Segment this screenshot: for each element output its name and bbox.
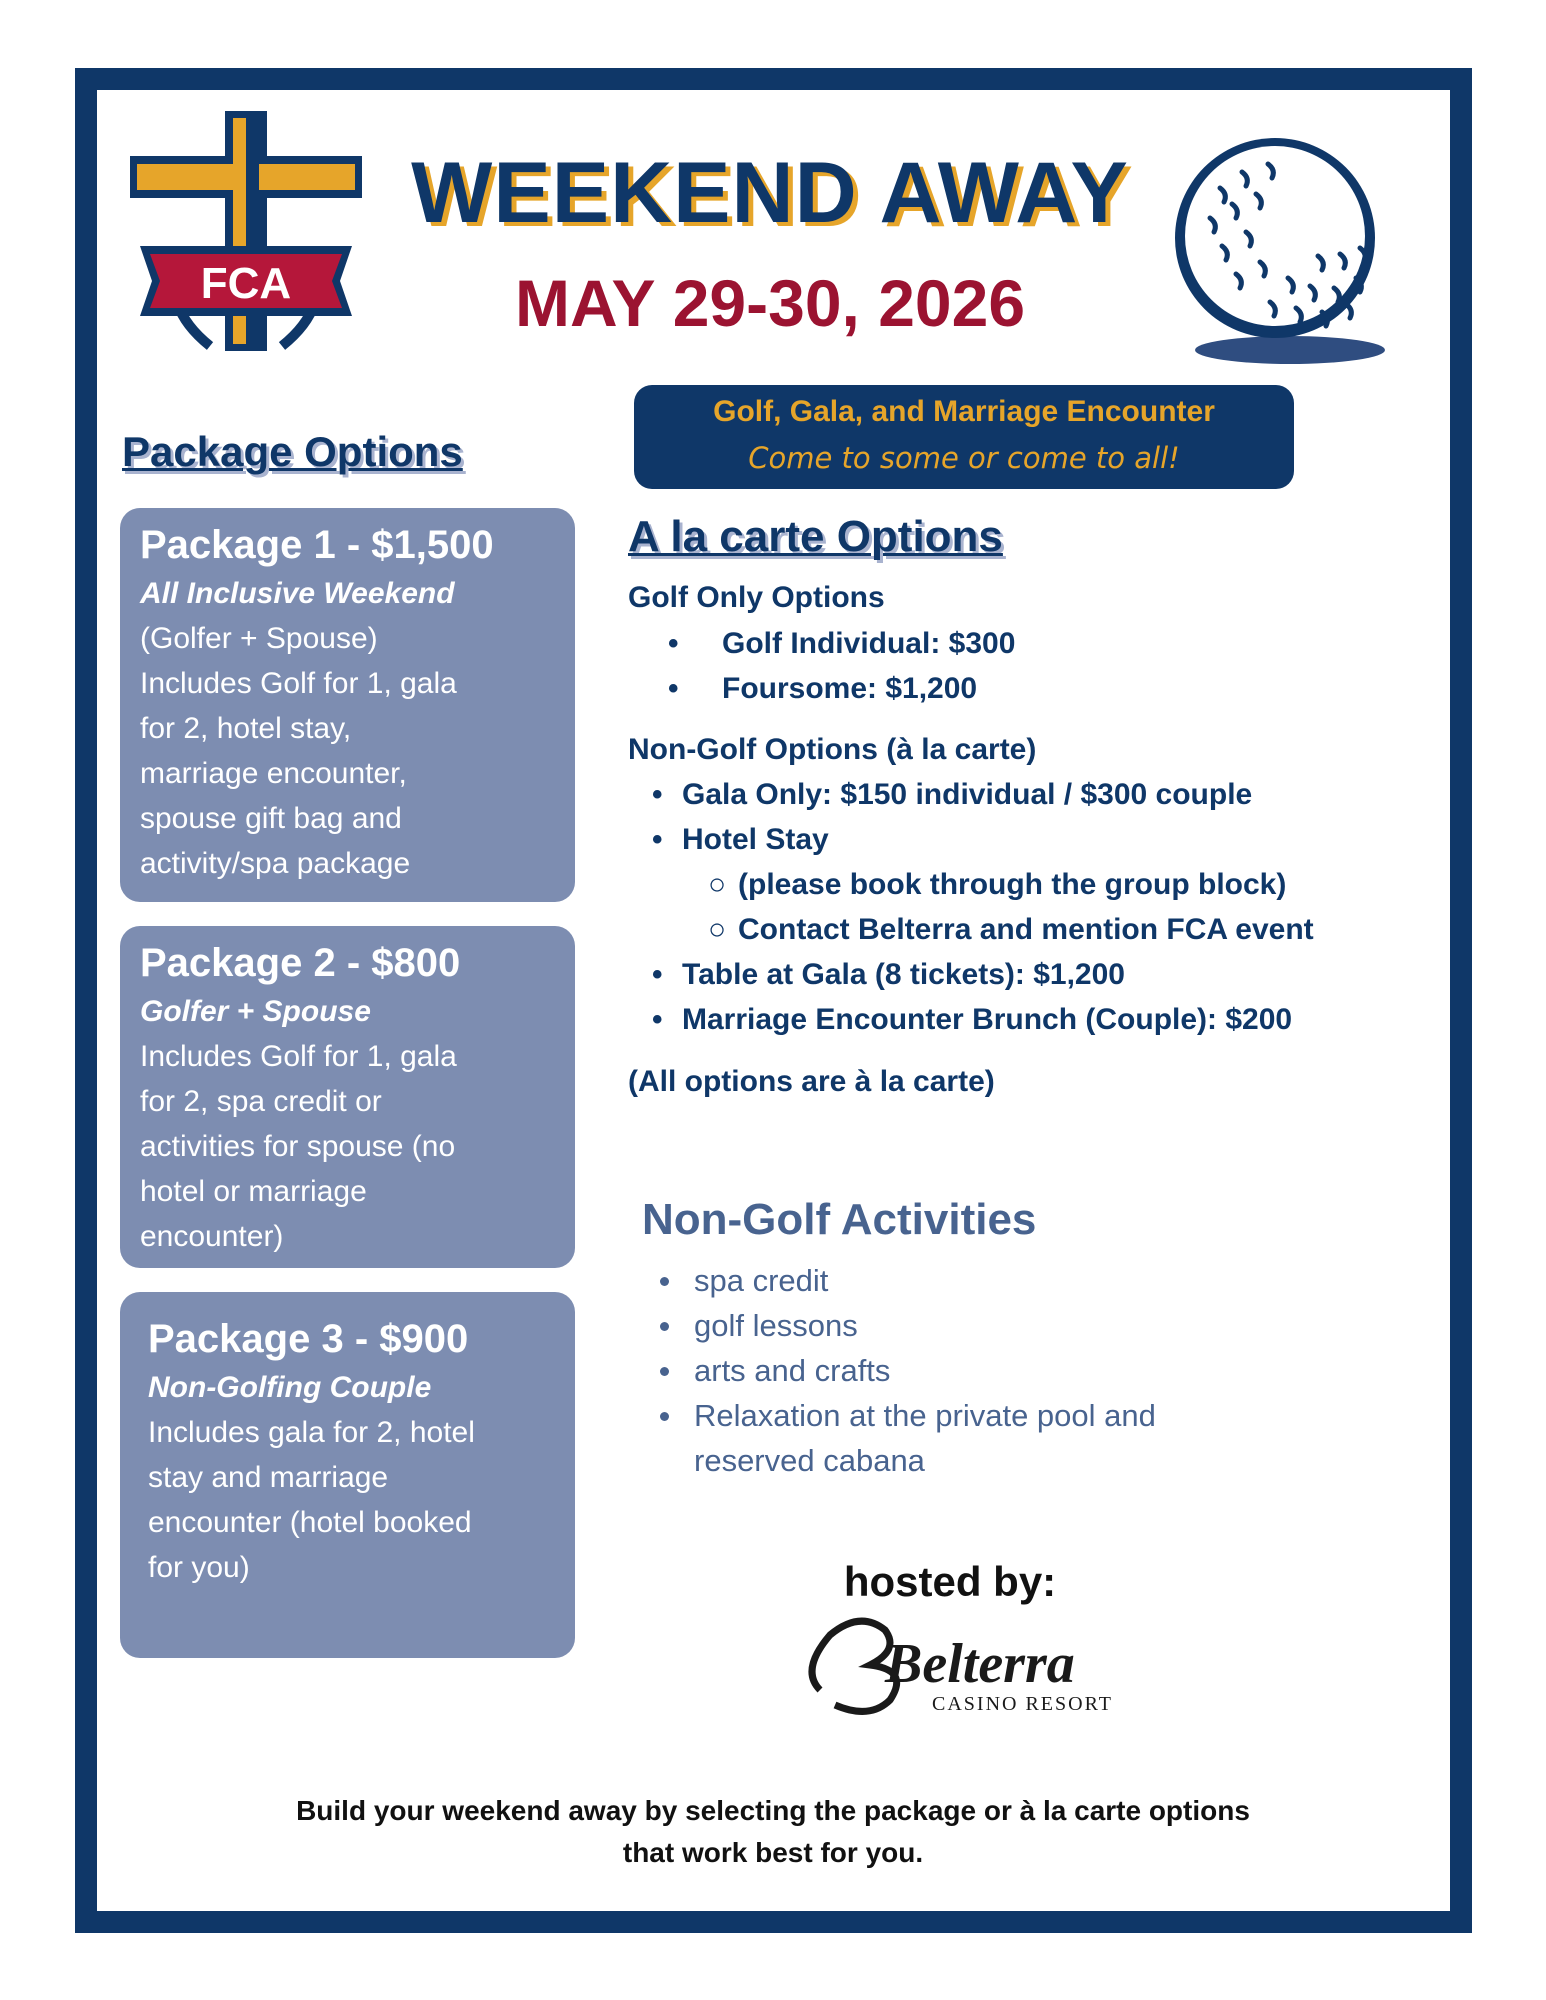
package-title: Package 3 - $900 <box>148 1317 469 1361</box>
package-title: Package 2 - $800 <box>140 941 461 985</box>
package-line: hotel or marriage <box>140 1175 367 1208</box>
golf-option-item <box>668 667 977 711</box>
hosted-by-label: hosted by: <box>843 1558 1057 1605</box>
package-line: Includes Golf for 1, gala <box>140 667 457 700</box>
fca-logo-text: FCA <box>200 259 292 308</box>
package-line: (Golfer + Spouse) <box>140 622 378 655</box>
nongolf-option-label: Table at Gala (8 tickets): $1,200 <box>682 958 1125 991</box>
package-line: encounter) <box>140 1220 284 1253</box>
package-card-1 <box>120 508 575 902</box>
package-line: for 2, spa credit or <box>140 1085 382 1118</box>
golf-ball-icon <box>1160 128 1400 373</box>
package-line: encounter (hotel booked <box>148 1506 472 1539</box>
event-date: MAY 29-30, 2026 <box>514 266 1026 340</box>
golf-options-heading: Golf Only Options <box>628 581 885 614</box>
hotel-subitem <box>708 863 1286 907</box>
belterra-logo-name: Belterra <box>885 1633 1075 1695</box>
list-item: spa credit <box>650 1258 1250 1303</box>
bullet: • <box>652 1003 663 1036</box>
nongolf-option-item <box>652 998 1292 1042</box>
fca-logo <box>120 106 372 360</box>
package-subtitle: Golfer + Spouse <box>140 995 371 1028</box>
list-item: golf lessons <box>650 1303 1250 1348</box>
package-line: Includes Golf for 1, gala <box>140 1040 457 1073</box>
package-line: stay and marriage <box>148 1461 389 1494</box>
footer-note <box>150 1790 1396 1874</box>
package-subtitle: All Inclusive Weekend <box>140 577 455 610</box>
nongolf-option-label: Hotel Stay <box>682 823 829 856</box>
activities-list <box>650 1258 1250 1483</box>
package-line: for 2, hotel stay, <box>140 712 352 745</box>
package-line: spouse gift bag and <box>140 802 402 835</box>
footer-line: Build your weekend away by selecting the package or à la carte options <box>296 1795 1250 1826</box>
banner-subtitle: Come to some or come to all! <box>748 441 1180 475</box>
bullet: • <box>668 672 679 705</box>
nongolf-option-item <box>652 953 1125 997</box>
hotel-subitem <box>708 908 1314 952</box>
package-card-3 <box>120 1292 575 1658</box>
banner-title: Golf, Gala, and Marriage Encounter <box>713 395 1215 428</box>
package-line: activity/spa package <box>140 847 411 880</box>
package-line: marriage encounter, <box>140 757 407 790</box>
bullet: • <box>668 627 679 660</box>
alacarte-heading: A la carte Options <box>628 512 1003 561</box>
golf-option-item <box>668 622 1015 666</box>
alacarte-note: (All options are à la carte) <box>628 1065 995 1098</box>
nongolf-options-heading: Non-Golf Options (à la carte) <box>628 733 1037 766</box>
activities-heading: Non-Golf Activities <box>642 1195 1037 1244</box>
bullet: • <box>652 823 663 856</box>
hotel-subitem-label: (please book through the group block) <box>738 868 1287 901</box>
bullet: • <box>652 958 663 991</box>
package-title: Package 1 - $1,500 <box>140 523 494 567</box>
nongolf-option-item <box>652 818 829 862</box>
nongolf-option-label: Marriage Encounter Brunch (Couple): $200 <box>682 1003 1293 1036</box>
package-card-2 <box>120 926 575 1268</box>
belterra-logo <box>790 1610 1130 1722</box>
hollow-bullet: ○ <box>708 868 727 901</box>
event-banner <box>634 385 1294 489</box>
package-line: for you) <box>148 1551 250 1584</box>
nongolf-option-label: Gala Only: $150 individual / $300 couple <box>682 778 1253 811</box>
belterra-logo-sub: CASINO RESORT <box>932 1693 1113 1715</box>
golf-option-label: Golf Individual: $300 <box>722 627 1016 660</box>
list-item: arts and crafts <box>650 1348 1250 1393</box>
package-subtitle: Non-Golfing Couple <box>148 1371 432 1404</box>
event-title: WEEKEND AWAY <box>411 145 1129 241</box>
nongolf-option-item <box>652 773 1252 817</box>
package-options-heading: Package Options <box>122 428 463 475</box>
list-item: Relaxation at the private pool and reserved cabana <box>650 1393 1250 1483</box>
hotel-subitem-label: Contact Belterra and mention FCA event <box>738 913 1314 946</box>
footer-line: that work best for you. <box>622 1837 924 1868</box>
package-line: activities for spouse (no <box>140 1130 456 1163</box>
bullet: • <box>652 778 663 811</box>
hollow-bullet: ○ <box>708 913 727 946</box>
package-line: Includes gala for 2, hotel <box>148 1416 475 1449</box>
golf-option-label: Foursome: $1,200 <box>722 672 978 705</box>
